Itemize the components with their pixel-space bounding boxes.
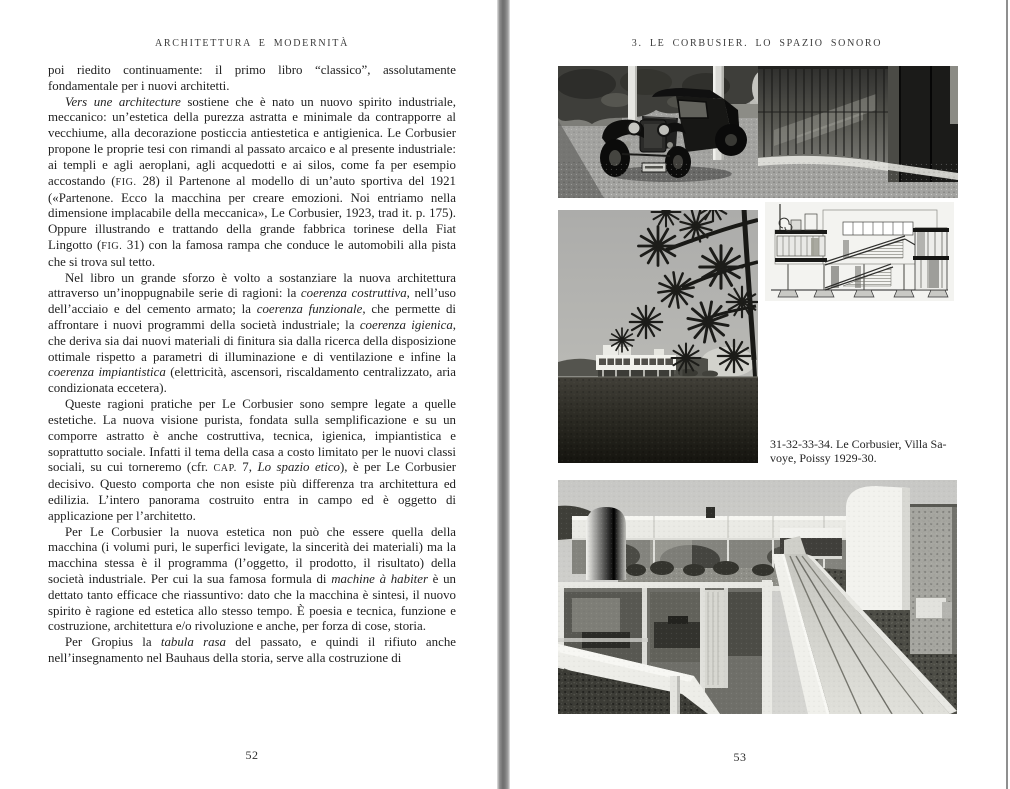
right-running-header: 3. LE CORBUSIER. LO SPAZIO SONORO — [631, 38, 883, 49]
body-paragraph: Per Le Corbusier la nuova estetica non può che essere quella della macchina (i volumi puri, le superfici levigate, la sincerità dei materiali) ma la macchina stessa è il programma (l’oggetto, il prodotto, il risultato) della società industriale. Per cui la sua famosa formula di machine à habiter è un dettato tanto efficace che riassuntivo: dato che la macchina è sintesi, il nuovo spirito è ragione ed estetica allo stesso tempo. È poesia e tecnica, funzione e costruzione, architettura e/o rivoluzione e anche, per forza di cose, storia. — [48, 524, 456, 634]
figure-drawing-villa-section — [765, 202, 954, 301]
left-body-text — [48, 63, 456, 667]
left-page-number: 52 — [245, 748, 259, 762]
right-page-number: 53 — [733, 750, 747, 764]
body-paragraph: poi riedito continuamente: il primo libro “classico”, assolutamente fondamentale per i nuovi architetti. — [48, 63, 456, 93]
body-paragraph: Nel libro un grande sforzo è volto a sostanziare la nuova architettura attraverso un’inoppugnabile serie di ragioni: la coerenza costruttiva, nell’uso dell’acciaio e del cemento armato; la coerenza funzionale, che permette di affrontare i nuovi programmi della società industriale; la coerenza igienica, che deriva sia dai nuovi materiali di finitura sia dalla ricerca della disposizione ottimale rispetto a parametri di illuminazione e di ventilazione e infine la coerenza impiantistica (elettricità, ascensori, riscaldamento centralizzato, aria condizionata eccetera). — [48, 270, 457, 396]
book-gutter — [497, 0, 510, 789]
page-left — [0, 0, 497, 789]
left-running-header: ARCHITETTURA E MODERNITÀ — [154, 38, 349, 49]
caption-line: voye, Poissy 1929-30. — [770, 450, 877, 465]
figure-photo-car-pilotis — [558, 66, 958, 198]
caption-line: 31-32-33-34. Le Corbusier, Villa Sa- — [770, 437, 947, 451]
body-paragraph: Per Gropius la tabula rasa del passato, e quindi il rifiuto anche nell’insegnamento nel Bauhaus della storia, serve alla costruzione di — [48, 635, 456, 666]
page-right — [510, 0, 1006, 789]
body-paragraph: Queste ragioni pratiche per Le Corbusier sono sempre legate a quelle estetiche. La nuova visione purista, fondata sulla semplificazione e su un comporre astratto è anche costruttiva, tecnica, igienica, impiantistica e soprattutto sociale. Infatti il tema della casa a costo limitato per le nuovi classi sociali, su cui torneremo (cfr. CAP. 7, Lo spazio etico), è per Le Corbusier decisivo. Questo comporta che non esiste più differenza tra architettura ed edilizia. L’intero panorama costruito entra in campo ed è oggetto di applicazione per l’architetto. — [48, 397, 457, 523]
figure-photo-roof-terrace-ramp — [558, 480, 957, 714]
body-paragraph: Vers une architecture sostiene che è nato un nuovo spirito industriale, meccanico: un’estetica della purezza astratta e minimale da contrapporre al vecchiume, alla decorazione posticcia antiestetica e antigienica. Le Corbusier propone le proprie tesi con rimandi al passato arcaico e al presente industriale: ai templi e agli aeroplani, agli acquedotti e ai silos, come fa per esempio accostando (FIG. 28) il Partenone al modello di un’auto sportiva del 1921 («Partenone. Ecco la macchina per creare emozioni. Noi entriamo nella dimensione implacabile della meccanica», Le Corbusier, 1923, trad it. p. 175). Oppure illustrando e trattando della grande fabbrica torinese della Fiat Lingotto (FIG. 31) con la famosa rampa che conduce le automobili alla pista che si trova sul tetto. — [48, 94, 456, 269]
figure-photo-villa-meadow-pine — [558, 210, 758, 463]
figure-caption — [770, 438, 960, 466]
page-right-edge — [1006, 0, 1008, 789]
